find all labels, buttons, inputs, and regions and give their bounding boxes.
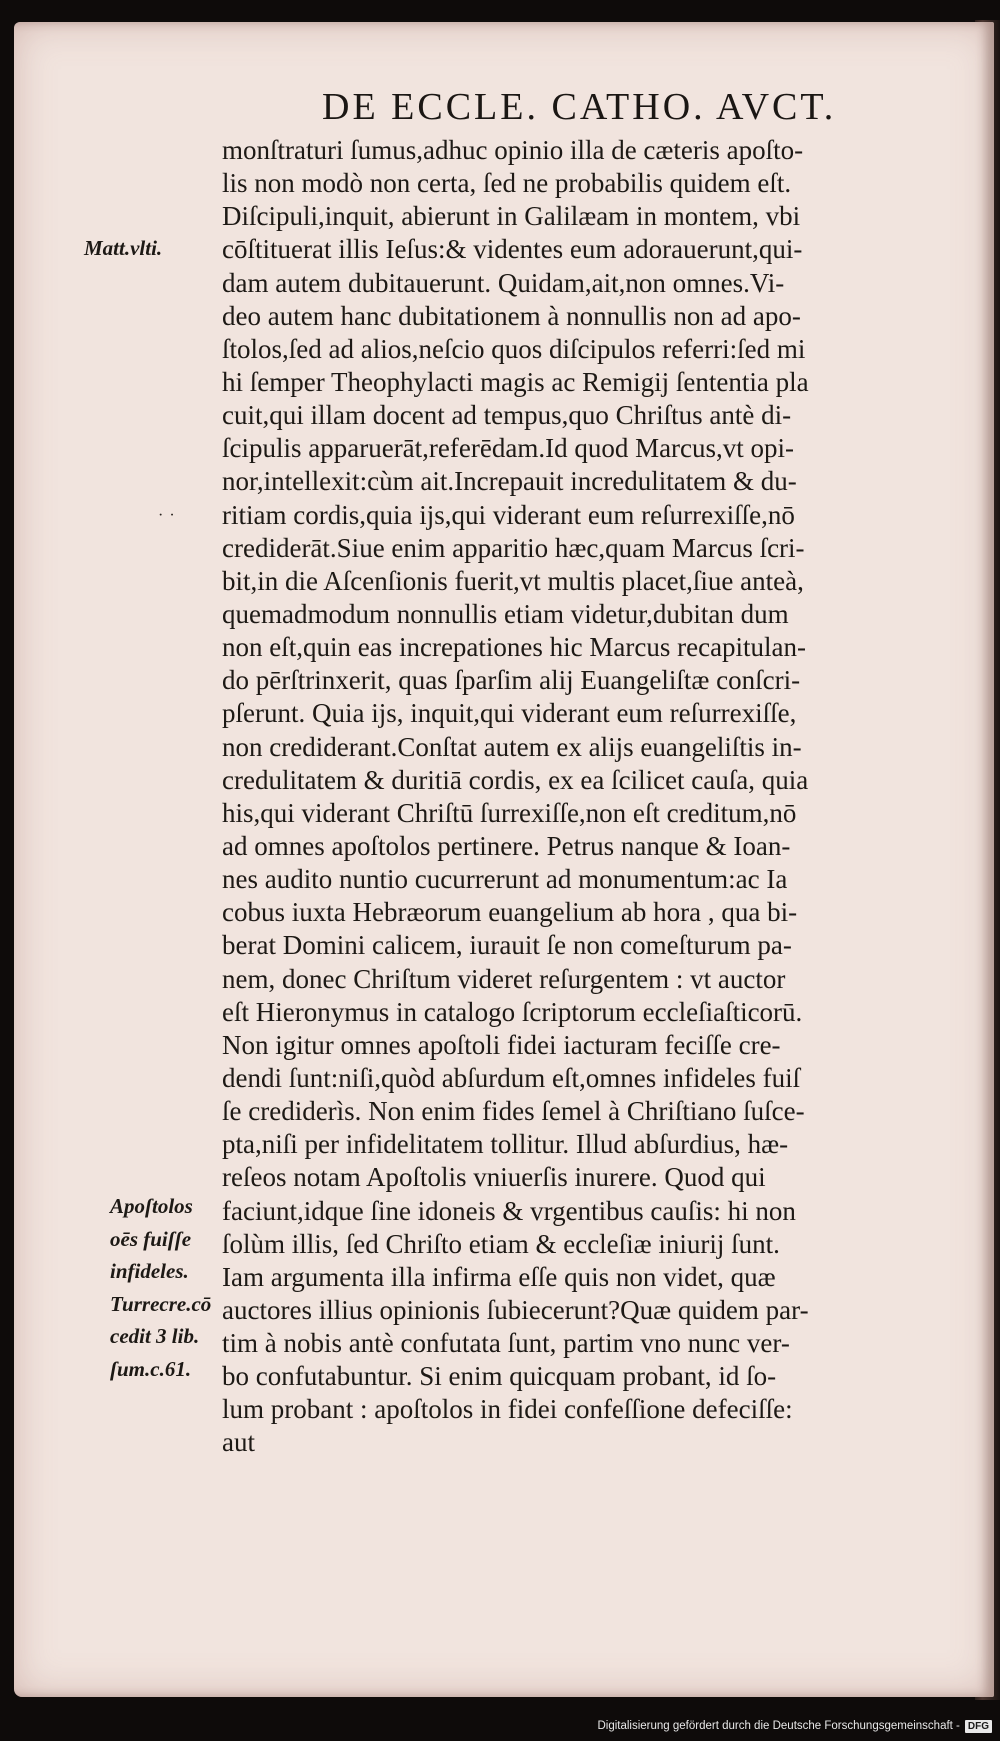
text-line: monſtraturi ſumus,adhuc opinio illa de cæteris apoſto- <box>222 135 804 165</box>
text-line: crediderāt.Siue enim apparitio hæc,quam Marcus ſcri- <box>222 532 805 563</box>
text-line: auctores illius opinionis ſubiecerunt?Quæ quidem par- <box>222 1294 809 1325</box>
margin-note-apostolos <box>110 1190 211 1385</box>
digitization-credit <box>597 1717 992 1735</box>
text-line: ritiam cordis,quia ijs,qui viderant eum reſurrexiſſe,nō <box>222 499 795 530</box>
text-line: reſeos notam Apoſtolis vniuerſis inurere. Quod qui <box>222 1162 766 1193</box>
text-line: his,qui viderant Chriſtū ſurrexiſſe,non eſt creditum,nō <box>222 797 797 828</box>
text-line: ſcipulis apparuerāt,referēdam.Id quod Marcus,vt opi- <box>222 433 795 464</box>
text-line: dendi ſunt:niſi,quòd abſurdum eſt,omnes infideles fuiſ <box>222 1062 801 1093</box>
marginal-marks: ·· <box>158 507 181 524</box>
text-line: pta,niſi per infidelitatem tollitur. Illud abſurdius, hæ- <box>222 1129 789 1160</box>
text-line: hi ſemper Theophylacti magis ac Remigij ſententia pla <box>222 366 809 397</box>
text-line: deo autem hanc dubitationem à nonnullis non ad apo- <box>222 300 801 331</box>
text-line: cobus iuxta Hebræorum euangelium ab hora , qua bi- <box>222 897 798 928</box>
text-line: pſerunt. Quia ijs, inquit,qui viderant eum reſurrexiſſe, <box>222 698 797 729</box>
text-line: lis non modò non certa, ſed ne probabilis quidem eſt. <box>222 168 792 199</box>
margin-note-line: Turrecre.cō <box>110 1291 212 1316</box>
text-line: quemadmodum nonnullis etiam videtur,dubitan dum <box>222 598 789 629</box>
text-line: berat Domini calicem, iurauit ſe non comeſturum pa- <box>222 930 792 961</box>
margin-note-line: oēs fuiſſe <box>110 1226 192 1251</box>
dfg-logo: DFG <box>965 1720 992 1733</box>
margin-note-line: infideles. <box>110 1259 189 1283</box>
text-line: nor,intellexit:cùm ait.Increpauit incredulitatem & du- <box>222 466 797 497</box>
text-line: do pērſtrinxerit, quas ſparſim alij Euangeliſtæ conſcri- <box>222 665 801 696</box>
text-line: Diſcipuli,inquit, abierunt in Galilæam in montem, vbi <box>222 201 801 232</box>
margin-note-line: Apoſtolos <box>110 1194 193 1218</box>
text-line: bo confutabuntur. Si enim quicquam probant, id ſo- <box>222 1361 777 1392</box>
text-line: bit,in die Aſcenſionis fuerit,vt multis placet,ſiue anteà, <box>222 565 804 596</box>
credit-text: Digitalisierung gefördert durch die Deutsche Forschungsgemeinschaft - <box>597 1720 960 1732</box>
text-line: tim à nobis antè confutata ſunt, partim vno nunc ver- <box>222 1328 790 1359</box>
margin-note-matthew: Matt.vlti. <box>84 236 163 260</box>
text-line: cōſtituerat illis Ieſus:& videntes eum adorauerunt,qui- <box>222 234 803 265</box>
text-line: Iam argumenta illa infirma eſſe quis non videt, quæ <box>222 1261 776 1292</box>
text-line: cuit,qui illam docent ad tempus,quo Chriſtus antè di- <box>222 400 792 431</box>
text-line: ad omnes apoſtolos pertinere. Petrus nanque & Ioan- <box>222 830 791 861</box>
text-line: non crediderant.Conſtat autem ex alijs euangeliſtis in- <box>222 731 802 762</box>
text-line: credulitatem & duritiā cordis, ex ea ſcilicet cauſa, quia <box>222 764 809 795</box>
running-header: DE ECCLE. CATHO. AVCT. <box>322 86 837 128</box>
text-line: nem, donec Chriſtum videret reſurgentem : vt auctor <box>222 963 786 994</box>
text-line: ſtolos,ſed ad alios,neſcio quos diſcipulos referri:ſed mi <box>222 333 806 364</box>
text-line: ſolùm illis, ſed Chriſto etiam & eccleſiæ iniurij ſunt. <box>222 1228 780 1259</box>
text-line: ſe crediderìs. Non enim fides ſemel à Chriſtiano ſuſce- <box>222 1096 805 1127</box>
margin-note-line: cedit 3 lib. <box>110 1324 200 1348</box>
margin-note-line: ſum.c.61. <box>110 1356 192 1381</box>
text-line: Non igitur omnes apoſtoli fidei iacturam feciſſe cre- <box>222 1029 781 1060</box>
text-line: nes audito nuntio cucurrerunt ad monumentum:ac Ia <box>222 864 788 895</box>
text-line: dam autem dubitauerunt. Quidam,ait,non omnes.Vi- <box>222 267 785 298</box>
text-line: non eſt,quin eas increpationes hic Marcus recapitulan- <box>222 632 807 663</box>
main-text-block <box>222 134 997 1460</box>
text-line: lum probant : apoſtolos in fidei confeſſione defeciſſe: <box>222 1394 793 1425</box>
text-line: faciunt,idque ſine idoneis & vrgentibus cauſis: hi non <box>222 1195 796 1226</box>
text-line: aut <box>222 1427 255 1458</box>
text-line: eſt Hieronymus in catalogo ſcriptorum eccleſiaſticorū. <box>222 996 803 1027</box>
